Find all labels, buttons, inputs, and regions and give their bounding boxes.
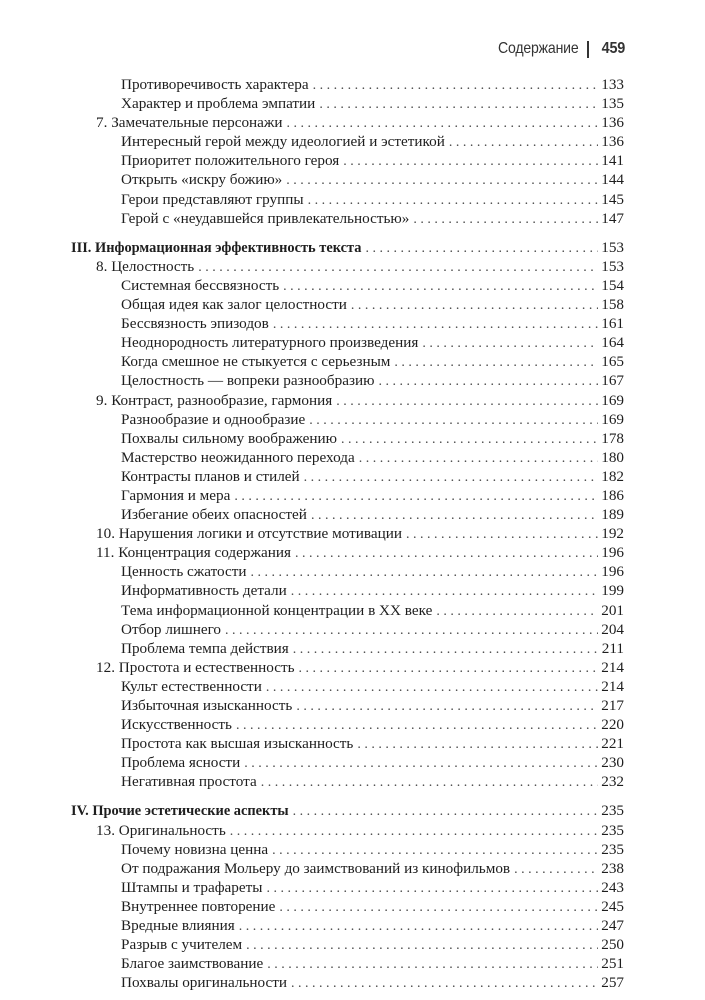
toc-entry-label: 9. Контраст, разнообразие, гармония bbox=[96, 391, 333, 409]
toc-entry-label: Тема информационной концентрации в XX веке bbox=[121, 601, 433, 619]
toc-section[interactable] bbox=[96, 841, 624, 860]
toc-section[interactable] bbox=[96, 296, 624, 315]
toc-entry-label: Вредные влияния bbox=[121, 917, 235, 935]
toc-entry-page: 147 bbox=[601, 209, 624, 227]
toc-entry-label: IV. Прочие эстетические аспекты bbox=[71, 803, 289, 820]
toc-section[interactable] bbox=[96, 563, 624, 582]
running-head-separator bbox=[587, 41, 589, 58]
toc-entry-page: 196 bbox=[601, 563, 624, 581]
toc-entry-label: Почему новизна ценна bbox=[121, 840, 269, 858]
dot-leader bbox=[514, 861, 598, 879]
toc-chapter[interactable] bbox=[96, 525, 624, 544]
dot-leader bbox=[272, 842, 598, 860]
toc-section[interactable] bbox=[96, 277, 624, 296]
toc-entry-page: 214 bbox=[601, 677, 624, 695]
toc-entry-page: 232 bbox=[601, 773, 624, 791]
part-divider-gap bbox=[96, 792, 624, 802]
toc-entry-label: Штампы и трафареты bbox=[121, 878, 263, 896]
toc-entry-page: 135 bbox=[601, 95, 624, 113]
toc-entry-label: Похвалы оригинальности bbox=[121, 974, 287, 992]
toc-section[interactable] bbox=[96, 898, 624, 917]
toc-entry-label: Контрасты планов и стилей bbox=[121, 467, 300, 485]
page-number: 459 bbox=[601, 40, 625, 57]
toc-section[interactable] bbox=[96, 860, 624, 879]
toc-entry-page: 214 bbox=[601, 658, 624, 676]
dot-leader bbox=[266, 880, 598, 898]
toc-entry-page: 238 bbox=[601, 859, 624, 877]
dot-leader bbox=[225, 622, 598, 640]
toc-entry-label: От подражания Мольеру до заимствований из кинофильмов bbox=[121, 859, 511, 877]
dot-leader bbox=[313, 77, 599, 95]
dot-leader bbox=[295, 545, 598, 563]
dot-leader bbox=[246, 937, 598, 955]
toc-entry-page: 211 bbox=[601, 639, 624, 657]
toc-entry-page: 133 bbox=[601, 76, 624, 93]
toc-entry-page: 154 bbox=[601, 276, 624, 294]
dot-leader bbox=[279, 899, 598, 917]
toc-entry-page: 220 bbox=[601, 716, 624, 734]
toc-entry-page: 165 bbox=[601, 353, 624, 371]
dot-leader bbox=[236, 717, 598, 735]
toc-section[interactable] bbox=[96, 582, 624, 601]
toc-section[interactable] bbox=[96, 171, 624, 190]
dot-leader bbox=[304, 469, 599, 487]
toc-section[interactable] bbox=[96, 411, 624, 430]
dot-leader bbox=[266, 679, 598, 697]
toc-entry-label: Гармония и мера bbox=[121, 486, 231, 504]
toc-entry-label: Похвалы сильному воображению bbox=[121, 429, 337, 447]
toc-entry-label: Системная бессвязность bbox=[121, 276, 280, 294]
toc-entry-label: III. Информационная эффективность текста bbox=[71, 239, 362, 256]
dot-leader bbox=[422, 335, 598, 353]
dot-leader bbox=[239, 918, 598, 936]
toc-entry-page: 136 bbox=[601, 133, 624, 151]
toc-chapter[interactable] bbox=[96, 114, 624, 133]
dot-leader bbox=[378, 373, 598, 391]
part-divider-gap bbox=[96, 229, 624, 239]
dot-leader bbox=[343, 153, 598, 171]
dot-leader bbox=[291, 583, 598, 601]
toc-section[interactable] bbox=[96, 640, 624, 659]
toc-entry-page: 221 bbox=[601, 735, 624, 753]
toc-entry-page: 186 bbox=[601, 486, 624, 504]
toc-section[interactable] bbox=[96, 678, 624, 697]
toc-entry-page: 217 bbox=[601, 697, 624, 714]
toc-entry-label: Негативная простота bbox=[121, 773, 257, 791]
toc-entry-label: Разрыв с учителем bbox=[121, 936, 243, 954]
dot-leader bbox=[336, 393, 598, 411]
toc-part-heading[interactable] bbox=[71, 239, 624, 258]
toc-chapter[interactable] bbox=[96, 822, 624, 841]
toc-entry-page: 161 bbox=[601, 315, 624, 333]
dot-leader bbox=[234, 488, 598, 506]
toc-entry-label: Проблема темпа действия bbox=[121, 639, 289, 657]
toc-entry-label: Проблема ясности bbox=[121, 754, 241, 772]
toc-section[interactable] bbox=[96, 487, 624, 506]
dot-leader bbox=[365, 240, 598, 258]
toc-entry-page: 196 bbox=[601, 544, 624, 562]
toc-entry-page: 230 bbox=[601, 754, 624, 772]
dot-leader bbox=[309, 412, 598, 430]
dot-leader bbox=[283, 278, 598, 296]
toc-entry-page: 243 bbox=[601, 878, 624, 896]
running-head-title: Содержание bbox=[498, 40, 579, 57]
toc-section[interactable] bbox=[96, 315, 624, 334]
toc-section[interactable] bbox=[96, 506, 624, 525]
dot-leader bbox=[308, 192, 599, 210]
toc-entry-page: 141 bbox=[601, 152, 624, 170]
dot-leader bbox=[244, 755, 598, 773]
toc-section[interactable] bbox=[96, 191, 624, 210]
toc-entry-page: 235 bbox=[601, 840, 624, 858]
toc-section[interactable] bbox=[96, 754, 624, 773]
toc-entry-page: 192 bbox=[601, 525, 624, 543]
toc-entry-page: 201 bbox=[601, 601, 624, 619]
toc-entry-page: 169 bbox=[601, 391, 624, 409]
toc-section[interactable] bbox=[96, 879, 624, 898]
dot-leader bbox=[413, 211, 598, 229]
toc-entry-label: Характер и проблема эмпатии bbox=[121, 95, 316, 113]
dot-leader bbox=[273, 316, 598, 334]
toc-section[interactable] bbox=[96, 917, 624, 936]
toc-entry-label: Целостность — вопреки разнообразию bbox=[121, 372, 375, 390]
toc-part-heading[interactable] bbox=[71, 802, 624, 821]
toc-entry-page: 153 bbox=[601, 257, 624, 275]
toc-section[interactable] bbox=[96, 697, 624, 716]
toc-entry-label: Неоднородность литературного произведения bbox=[121, 334, 419, 352]
toc-entry-page: 235 bbox=[601, 802, 624, 820]
toc-entry-label: Противоречивость характера bbox=[121, 76, 309, 93]
toc-entry-label: Когда смешное не стыкуется с серьезным bbox=[121, 353, 391, 371]
dot-leader bbox=[267, 956, 598, 974]
toc-section[interactable] bbox=[96, 716, 624, 735]
toc-entry-label: Ценность сжатости bbox=[121, 563, 247, 581]
toc-entry-label: Разнообразие и однообразие bbox=[121, 410, 306, 428]
toc-entry-page: 164 bbox=[601, 334, 624, 352]
dot-leader bbox=[251, 564, 599, 582]
toc-entry-label: Простота как высшая изысканность bbox=[121, 735, 354, 753]
toc-section[interactable] bbox=[96, 449, 624, 468]
dot-leader bbox=[359, 450, 599, 468]
toc-section[interactable] bbox=[96, 210, 624, 229]
toc-section[interactable] bbox=[96, 152, 624, 171]
toc-entry-label: Открыть «искру божию» bbox=[121, 171, 283, 189]
toc-chapter[interactable] bbox=[96, 392, 624, 411]
dot-leader bbox=[394, 354, 598, 372]
dot-leader bbox=[286, 172, 598, 190]
toc-section[interactable] bbox=[96, 133, 624, 152]
toc-entry-label: Внутреннее повторение bbox=[121, 897, 276, 915]
toc-entry-label: 12. Простота и естественность bbox=[96, 658, 295, 676]
toc-entry-label: Культ естественности bbox=[121, 677, 262, 695]
toc-entry-label: Избыточная изысканность bbox=[121, 697, 293, 714]
toc-section[interactable] bbox=[96, 602, 624, 621]
toc-section[interactable] bbox=[96, 95, 624, 114]
toc-entry-label: Мастерство неожиданного перехода bbox=[121, 448, 355, 466]
toc-entry-label: Приоритет положительного героя bbox=[121, 152, 340, 170]
dot-leader bbox=[406, 526, 598, 544]
toc-section[interactable] bbox=[96, 372, 624, 391]
toc-entry-label: 8. Целостность bbox=[96, 257, 195, 275]
dot-leader bbox=[230, 823, 598, 841]
toc-entry-page: 153 bbox=[601, 238, 624, 256]
dot-leader bbox=[351, 297, 598, 315]
toc-entry-page: 247 bbox=[601, 917, 624, 935]
dot-leader bbox=[357, 736, 598, 754]
dot-leader bbox=[261, 774, 599, 792]
toc-section[interactable] bbox=[96, 334, 624, 353]
dot-leader bbox=[311, 507, 598, 525]
running-head bbox=[487, 40, 625, 58]
toc-chapter[interactable] bbox=[96, 544, 624, 563]
toc-section[interactable] bbox=[96, 735, 624, 754]
dot-leader bbox=[287, 115, 599, 133]
toc-section[interactable] bbox=[96, 353, 624, 372]
table-of-contents bbox=[71, 76, 624, 993]
toc-entry-page: 204 bbox=[601, 620, 624, 638]
dot-leader bbox=[436, 603, 598, 621]
toc-chapter[interactable] bbox=[96, 659, 624, 678]
toc-entry-label: Отбор лишнего bbox=[121, 620, 222, 638]
toc-entry-label: 11. Концентрация содержания bbox=[96, 544, 291, 562]
dot-leader bbox=[296, 698, 598, 716]
toc-entry-page: 178 bbox=[601, 429, 624, 447]
toc-entry-page: 158 bbox=[601, 296, 624, 314]
dot-leader bbox=[299, 660, 599, 678]
toc-entry-page: 144 bbox=[601, 171, 624, 189]
toc-section[interactable] bbox=[96, 468, 624, 487]
toc-entry-page: 245 bbox=[601, 897, 624, 915]
toc-entry-page: 136 bbox=[601, 114, 624, 132]
toc-entry-label: Искусственность bbox=[121, 716, 232, 734]
dot-leader bbox=[198, 259, 598, 277]
toc-entry-label: Герой с «неудавшейся привлекательностью» bbox=[121, 209, 410, 227]
toc-entry-page: 145 bbox=[601, 190, 624, 208]
dot-leader bbox=[291, 975, 598, 993]
toc-entry-label: Общая идея как залог целостности bbox=[121, 296, 347, 314]
dot-leader bbox=[341, 431, 598, 449]
toc-entry-page: 169 bbox=[601, 410, 624, 428]
toc-entry-page: 167 bbox=[601, 372, 624, 390]
toc-entry-page: 250 bbox=[601, 936, 624, 954]
toc-section[interactable] bbox=[96, 974, 624, 993]
toc-entry-page: 182 bbox=[601, 467, 624, 485]
toc-section[interactable] bbox=[96, 430, 624, 449]
toc-entry-page: 180 bbox=[601, 448, 624, 466]
toc-section[interactable] bbox=[96, 955, 624, 974]
toc-entry-page: 189 bbox=[601, 506, 624, 524]
toc-entry-page: 257 bbox=[601, 974, 624, 992]
toc-entry-label: Избегание обеих опасностей bbox=[121, 506, 307, 524]
toc-entry-page: 199 bbox=[601, 582, 624, 600]
toc-entry-label: 10. Нарушения логики и отсутствие мотивации bbox=[96, 525, 402, 543]
toc-section[interactable] bbox=[96, 76, 624, 95]
toc-section[interactable] bbox=[96, 936, 624, 955]
toc-entry-label: Бессвязность эпизодов bbox=[121, 315, 269, 333]
dot-leader bbox=[449, 134, 598, 152]
toc-entry-label: Герои представляют группы bbox=[121, 190, 304, 208]
toc-entry-label: Информативность детали bbox=[121, 582, 287, 600]
toc-entry-label: Благое заимствование bbox=[121, 955, 264, 973]
toc-entry-label: 13. Оригинальность bbox=[96, 821, 226, 839]
dot-leader bbox=[319, 96, 598, 114]
toc-chapter[interactable] bbox=[96, 258, 624, 277]
toc-section[interactable] bbox=[96, 621, 624, 640]
toc-entry-label: 7. Замечательные персонажи bbox=[96, 114, 283, 132]
toc-section[interactable] bbox=[96, 773, 624, 792]
dot-leader bbox=[293, 803, 599, 821]
toc-entry-page: 251 bbox=[601, 955, 624, 973]
dot-leader bbox=[293, 641, 599, 659]
toc-entry-label: Интересный герой между идеологией и эстетикой bbox=[121, 133, 445, 151]
toc-entry-page: 235 bbox=[601, 821, 624, 839]
